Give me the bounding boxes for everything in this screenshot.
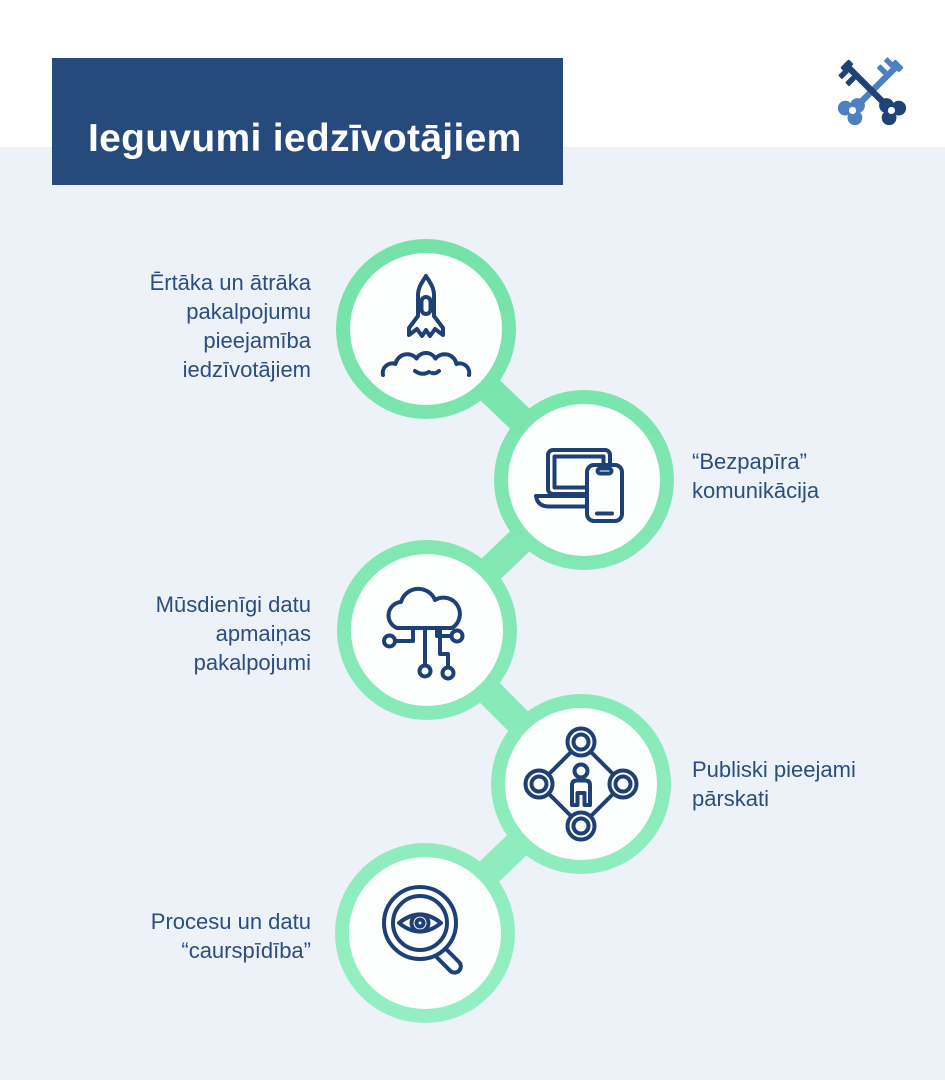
label-line: komunikācija [692, 478, 820, 503]
benefit-label-3 [156, 590, 311, 677]
label-line: Publiski pieejami [692, 757, 856, 782]
benefit-label-2 [692, 447, 819, 505]
label-line: pieejamība [203, 328, 311, 353]
benefit-label-5 [151, 907, 311, 965]
label-line: “Bezpapīra” [692, 449, 807, 474]
crossed-keys-logo [820, 46, 924, 132]
benefit-label-1 [150, 268, 311, 384]
benefit-node-rings [335, 239, 674, 1023]
label-line: pakalpojumu [186, 299, 311, 324]
label-line: pakalpojumi [193, 650, 311, 675]
label-line: “caurspīdība” [181, 938, 311, 963]
page-title: Ieguvumi iedzīvotājiem [88, 117, 522, 160]
title-banner [52, 58, 563, 185]
label-line: Ērtāka un ātrāka [149, 270, 311, 295]
label-line: pārskati [692, 786, 770, 811]
label-line: Procesu un datu [150, 909, 311, 934]
label-line: apmaiņas [215, 621, 311, 646]
label-line: Mūsdienīgi datu [155, 592, 311, 617]
label-line: iedzīvotājiem [182, 357, 311, 382]
benefit-label-4 [692, 755, 856, 813]
